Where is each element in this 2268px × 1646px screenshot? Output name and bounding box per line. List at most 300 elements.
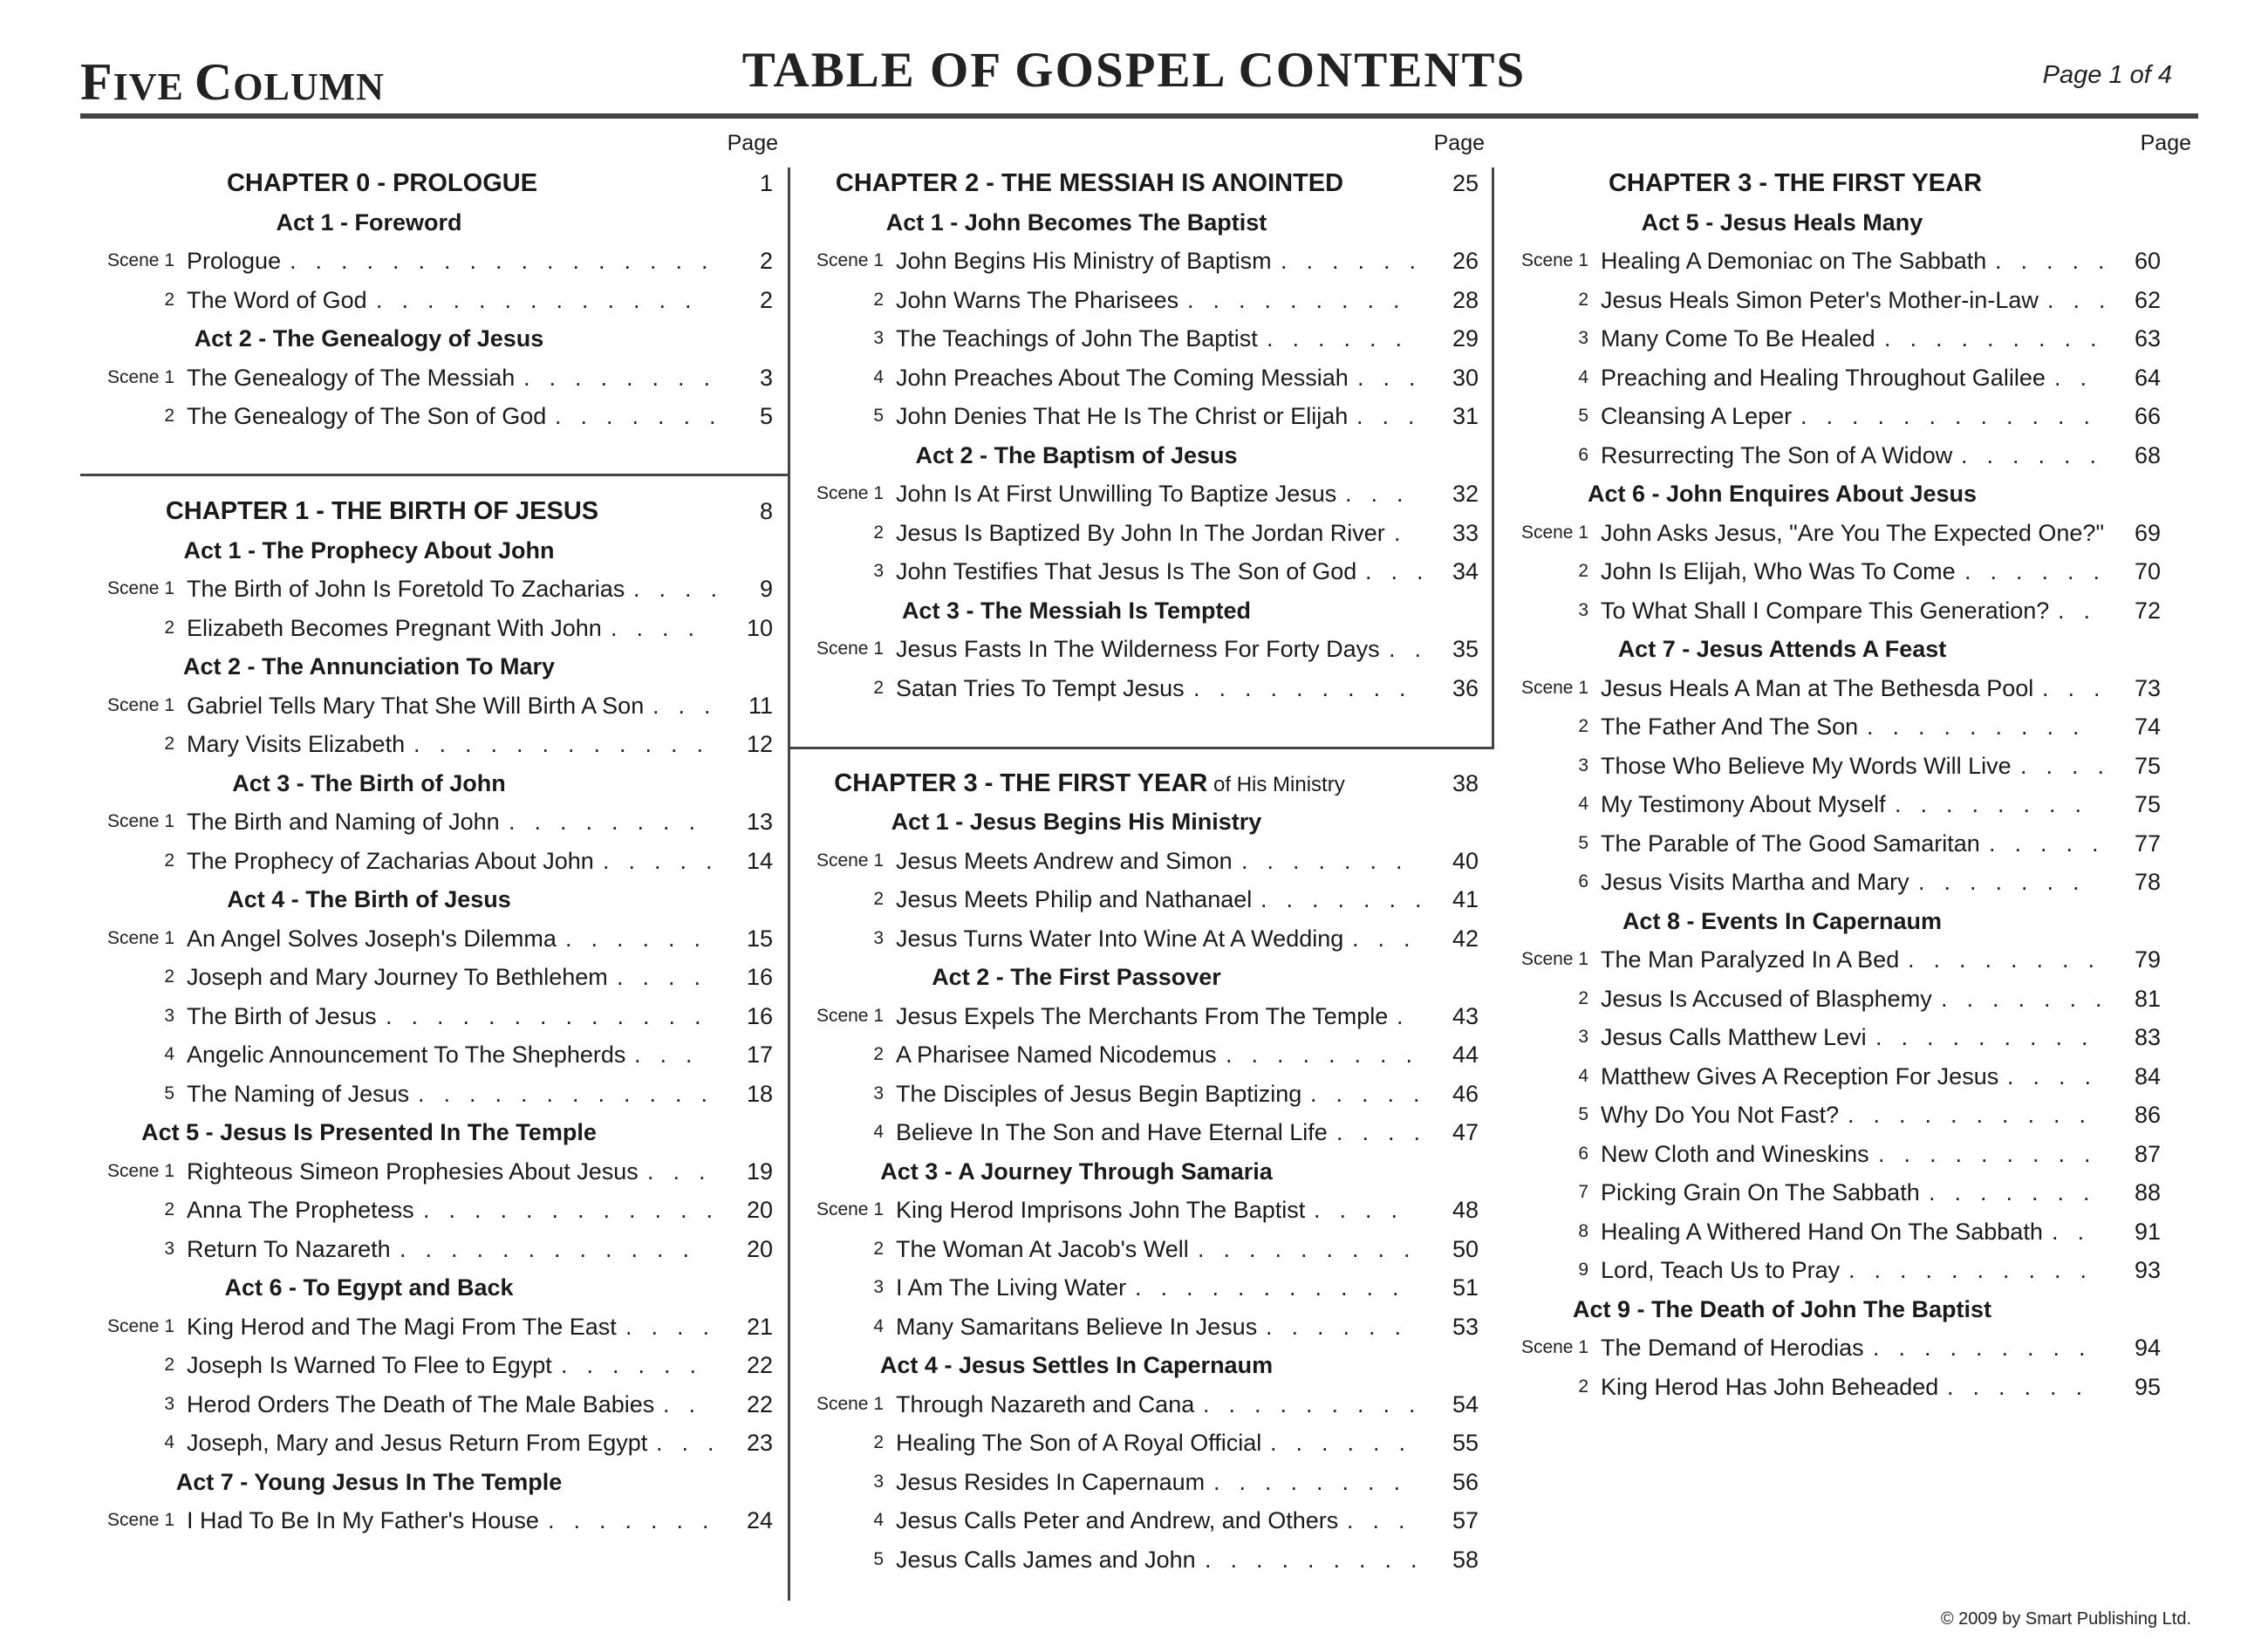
page-number: 88 bbox=[2134, 1179, 2161, 1205]
scene-title: Jesus Turns Water Into Wine At A Wedding bbox=[896, 925, 1344, 952]
heading-text: Act 1 - Foreword bbox=[276, 209, 462, 236]
page-number: 73 bbox=[2134, 675, 2161, 701]
page-number: 51 bbox=[1452, 1274, 1479, 1301]
scene-number: 3 bbox=[873, 1277, 884, 1297]
scene-row bbox=[789, 997, 1494, 1035]
scene-title: Why Do You Not Fast? bbox=[1601, 1102, 1840, 1128]
page-number: 42 bbox=[1452, 925, 1479, 952]
dot-leader: ............. bbox=[376, 287, 711, 313]
scene-row bbox=[80, 1035, 789, 1074]
scene-row bbox=[80, 725, 789, 763]
dot-leader: ....... bbox=[1918, 869, 2099, 895]
dot-leader: ... bbox=[1357, 365, 1435, 391]
scene-title: Satan Tries To Tempt Jesus bbox=[896, 675, 1185, 701]
page-number: 23 bbox=[746, 1430, 773, 1456]
act-title bbox=[789, 958, 1363, 996]
scene-title: The Word of God bbox=[187, 287, 367, 313]
page-number: 46 bbox=[1452, 1081, 1479, 1107]
act-title bbox=[80, 1463, 658, 1501]
scene-number: 2 bbox=[164, 618, 174, 638]
scene-number: 2 bbox=[873, 678, 884, 698]
scene-row bbox=[789, 1113, 1494, 1151]
scene-row bbox=[1494, 707, 2201, 746]
page-number: 54 bbox=[1452, 1391, 1479, 1417]
scene-number: Scene 1 bbox=[1520, 522, 1588, 543]
scene-title: The Birth of John Is Foretold To Zacharias bbox=[187, 576, 625, 602]
scene-number: 5 bbox=[1578, 833, 1588, 853]
dot-leader: ............. bbox=[386, 1003, 721, 1029]
scene-row bbox=[80, 958, 789, 996]
page-number: 34 bbox=[1452, 558, 1479, 584]
heading-text: Act 3 - The Messiah Is Tempted bbox=[901, 598, 1252, 624]
scene-row bbox=[80, 1385, 789, 1424]
act-title bbox=[80, 647, 658, 686]
page-number: 78 bbox=[2134, 869, 2161, 895]
chapter-heading bbox=[80, 164, 789, 202]
scene-number: 3 bbox=[873, 328, 884, 348]
column-divider bbox=[788, 751, 790, 786]
scene-row bbox=[789, 1501, 1494, 1540]
dot-leader: .... bbox=[617, 964, 721, 990]
page-title: TABLE OF GOSPEL CONTENTS bbox=[741, 43, 1527, 98]
scene-row bbox=[80, 609, 789, 647]
act-title bbox=[80, 203, 658, 242]
page-number: 77 bbox=[2134, 830, 2161, 857]
dot-leader: ......... bbox=[1873, 1335, 2105, 1361]
scene-title: John Is At First Unwilling To Baptize Jesus bbox=[896, 481, 1337, 507]
page-number: 2 bbox=[759, 287, 773, 313]
page-number: 95 bbox=[2134, 1374, 2161, 1400]
page-number: 33 bbox=[1452, 520, 1479, 546]
scene-row bbox=[1494, 863, 2201, 901]
scene-number: 3 bbox=[1578, 755, 1588, 775]
scene-row bbox=[789, 1230, 1494, 1268]
act-heading bbox=[789, 958, 1494, 996]
scene-row bbox=[1494, 436, 2201, 475]
scene-title: An Angel Solves Joseph's Dilemma bbox=[187, 925, 557, 952]
scene-number: 2 bbox=[1578, 1376, 1588, 1397]
scene-title: The Demand of Herodias bbox=[1601, 1335, 1864, 1361]
dot-leader: . bbox=[1397, 1003, 1423, 1029]
chapter-divider bbox=[80, 474, 789, 476]
page-number: 30 bbox=[1452, 365, 1479, 391]
heading-text: Act 5 - Jesus Heals Many bbox=[1641, 209, 1923, 236]
page-column-header: Page bbox=[727, 131, 778, 155]
scene-number: 2 bbox=[164, 734, 174, 754]
page-number: 1 bbox=[759, 170, 773, 196]
dot-leader: ...... bbox=[1947, 1374, 2102, 1400]
heading-text: Act 2 - The Annunciation To Mary bbox=[182, 653, 555, 680]
dot-leader: ....... bbox=[1241, 848, 1422, 874]
dot-leader: ... bbox=[1352, 925, 1430, 952]
scene-number: Scene 1 bbox=[106, 578, 174, 598]
dot-leader: ........ bbox=[523, 365, 730, 391]
scene-row bbox=[789, 842, 1494, 880]
dot-leader: ....... bbox=[1929, 1179, 2109, 1205]
scene-title: To What Shall I Compare This Generation? bbox=[1601, 598, 2050, 624]
scene-number: 3 bbox=[1578, 328, 1588, 348]
dot-leader: ...... bbox=[1267, 325, 1422, 352]
scene-title: Jesus Fasts In The Wilderness For Forty Days bbox=[896, 636, 1380, 662]
scene-number: Scene 1 bbox=[1520, 949, 1588, 969]
scene-title: John Testifies That Jesus Is The Son of God bbox=[896, 558, 1357, 584]
heading-text: Act 1 - John Becomes The Baptist bbox=[885, 209, 1267, 236]
scene-title: Jesus Resides In Capernaum bbox=[896, 1469, 1206, 1495]
dot-leader: .... bbox=[625, 1314, 729, 1340]
column-divider bbox=[788, 785, 790, 1601]
scene-number: 2 bbox=[164, 850, 174, 871]
page-number: 22 bbox=[746, 1391, 773, 1417]
scene-number: Scene 1 bbox=[816, 1394, 884, 1414]
page-number: 10 bbox=[746, 615, 773, 641]
scene-row bbox=[789, 919, 1494, 958]
heading-text: Act 6 - John Enquires About Jesus bbox=[1587, 481, 1978, 507]
act-title bbox=[789, 591, 1363, 630]
scene-title: The Woman At Jacob's Well bbox=[896, 1236, 1189, 1262]
dot-leader: ...... bbox=[1961, 442, 2116, 468]
dot-leader: .. bbox=[2058, 598, 2110, 624]
dot-leader: ........ bbox=[1908, 946, 2114, 973]
page-number: 38 bbox=[1452, 770, 1479, 796]
scene-row bbox=[789, 397, 1494, 435]
scene-title: Jesus Calls James and John bbox=[896, 1547, 1196, 1573]
act-heading bbox=[80, 203, 789, 242]
scene-number: 4 bbox=[873, 367, 884, 387]
scene-title: Righteous Simeon Prophesies About Jesus bbox=[187, 1158, 639, 1185]
scene-title: Healing A Demoniac on The Sabbath bbox=[1601, 248, 1987, 274]
page-number: 18 bbox=[746, 1081, 773, 1107]
page-number: 13 bbox=[746, 809, 773, 835]
scene-title: Mary Visits Elizabeth bbox=[187, 731, 406, 757]
scene-row bbox=[789, 1308, 1494, 1346]
dot-leader: ... bbox=[2042, 675, 2120, 701]
scene-title: Jesus Meets Andrew and Simon bbox=[896, 848, 1233, 874]
scene-title: The Disciples of Jesus Begin Baptizing bbox=[896, 1081, 1302, 1107]
copyright: © 2009 by Smart Publishing Ltd. bbox=[1940, 1609, 2191, 1629]
scene-row bbox=[80, 919, 789, 958]
act-heading bbox=[80, 880, 789, 919]
act-heading bbox=[789, 436, 1494, 475]
dot-leader: ........ bbox=[1895, 791, 2101, 817]
page-column-header: Page bbox=[2140, 131, 2191, 155]
scene-row bbox=[1494, 319, 2201, 358]
scene-row bbox=[789, 1035, 1494, 1074]
act-title bbox=[789, 1152, 1363, 1191]
dot-leader: .. bbox=[2054, 365, 2107, 391]
scene-title: Jesus Is Baptized By John In The Jordan River bbox=[896, 520, 1385, 546]
scene-number: 3 bbox=[1578, 600, 1588, 620]
page-number: 63 bbox=[2134, 325, 2161, 352]
scene-title: Anna The Prophetess bbox=[187, 1197, 414, 1223]
dot-leader: ...... bbox=[561, 1352, 716, 1378]
dot-leader: ... bbox=[1356, 403, 1434, 429]
scene-title: King Herod Imprisons John The Baptist bbox=[896, 1197, 1306, 1223]
scene-number: 4 bbox=[1578, 367, 1588, 387]
scene-title: Jesus Meets Philip and Nathanael bbox=[896, 886, 1253, 912]
scene-row bbox=[789, 552, 1494, 591]
heading-text: Act 4 - The Birth of Jesus bbox=[227, 886, 511, 912]
page-number: 28 bbox=[1452, 287, 1479, 313]
dot-leader: ......... bbox=[1193, 675, 1425, 701]
page-number: 14 bbox=[746, 848, 773, 874]
scene-number: 3 bbox=[873, 1083, 884, 1103]
scene-row bbox=[789, 1268, 1494, 1307]
scene-row bbox=[1494, 281, 2201, 319]
dot-leader: ........... bbox=[1135, 1274, 1418, 1301]
act-heading bbox=[80, 647, 789, 686]
scene-row bbox=[1494, 669, 2201, 707]
page-number: 21 bbox=[746, 1314, 773, 1340]
page-number: 74 bbox=[2134, 714, 2161, 740]
scene-row bbox=[1494, 1096, 2201, 1134]
page-number: 24 bbox=[746, 1507, 773, 1533]
heading-text: Act 3 - A Journey Through Samaria bbox=[880, 1158, 1273, 1185]
chapter-title bbox=[789, 764, 1390, 804]
page-number: 41 bbox=[1452, 886, 1479, 912]
scene-title: Joseph Is Warned To Flee to Egypt bbox=[187, 1352, 552, 1378]
scene-title: The Birth of Jesus bbox=[187, 1003, 377, 1029]
dot-leader: .......... bbox=[1848, 1257, 2107, 1283]
scene-number: 4 bbox=[164, 1044, 174, 1064]
dot-leader: ........ bbox=[1226, 1042, 1432, 1068]
page-number: 53 bbox=[1452, 1314, 1479, 1340]
scene-title: Preaching and Healing Throughout Galilee bbox=[1601, 365, 2046, 391]
scene-number: 2 bbox=[164, 1355, 174, 1375]
scene-title: John Asks Jesus, "Are You The Expected One?" bbox=[1601, 520, 2105, 546]
page-number: 2 bbox=[759, 248, 773, 274]
scene-number: 3 bbox=[164, 1394, 174, 1414]
scene-title: The Birth and Naming of John bbox=[187, 809, 500, 835]
scene-title: Cleansing A Leper bbox=[1601, 403, 1793, 429]
scene-title: Matthew Gives A Reception For Jesus bbox=[1601, 1063, 1999, 1089]
scene-row bbox=[1494, 1368, 2201, 1406]
scene-row bbox=[80, 242, 789, 280]
act-heading bbox=[80, 319, 789, 358]
scene-row bbox=[80, 686, 789, 725]
scene-title: The Genealogy of The Messiah bbox=[187, 365, 516, 391]
scene-row bbox=[1494, 1173, 2201, 1212]
scene-number: 2 bbox=[873, 889, 884, 909]
scene-row bbox=[80, 1230, 789, 1268]
scene-number: 4 bbox=[1578, 1066, 1588, 1086]
dot-leader: .. bbox=[663, 1391, 715, 1417]
heading-subtitle: of His Ministry bbox=[1207, 773, 1345, 796]
scene-number: Scene 1 bbox=[816, 1199, 884, 1219]
scene-row bbox=[80, 570, 789, 608]
scene-row bbox=[789, 669, 1494, 707]
scene-row bbox=[1494, 940, 2201, 979]
act-title bbox=[789, 203, 1363, 242]
page-number: 16 bbox=[746, 1003, 773, 1029]
logo: FIVE COLUMN bbox=[80, 53, 385, 111]
act-heading bbox=[789, 1346, 1494, 1384]
page-number: 25 bbox=[1452, 170, 1479, 196]
scene-number: Scene 1 bbox=[816, 1006, 884, 1026]
scene-number: Scene 1 bbox=[1520, 678, 1588, 698]
act-heading bbox=[789, 203, 1494, 242]
page-number: 91 bbox=[2134, 1219, 2161, 1245]
scene-row bbox=[1494, 747, 2201, 785]
scene-row bbox=[80, 997, 789, 1035]
scene-row bbox=[1494, 1328, 2201, 1367]
scene-title: Through Nazareth and Cana bbox=[896, 1391, 1195, 1417]
scene-row bbox=[789, 281, 1494, 319]
dot-leader: ..... bbox=[603, 848, 732, 874]
scene-title: Jesus Calls Matthew Levi bbox=[1601, 1024, 1867, 1050]
scene-title: John Denies That He Is The Christ or Elijah bbox=[896, 403, 1349, 429]
scene-number: 5 bbox=[1578, 406, 1588, 426]
page-number: 50 bbox=[1452, 1236, 1479, 1262]
heading-text: CHAPTER 1 - THE BIRTH OF JESUS bbox=[165, 497, 599, 525]
dot-leader: .... bbox=[2007, 1063, 2111, 1089]
heading-text: Act 1 - Jesus Begins His Ministry bbox=[891, 809, 1262, 835]
scene-number: 2 bbox=[1578, 290, 1588, 310]
scene-number: 2 bbox=[873, 1432, 884, 1452]
scene-number: Scene 1 bbox=[106, 928, 174, 948]
scene-title: Jesus Is Accused of Blasphemy bbox=[1601, 986, 1932, 1012]
act-heading bbox=[1494, 630, 2201, 668]
scene-number: 2 bbox=[1578, 716, 1588, 736]
page-number: 3 bbox=[759, 365, 773, 391]
heading-text: Act 8 - Events In Capernaum bbox=[1622, 908, 1943, 934]
act-heading bbox=[80, 764, 789, 803]
scene-row bbox=[789, 475, 1494, 513]
scene-row bbox=[1494, 1212, 2201, 1251]
scene-row bbox=[80, 803, 789, 841]
dot-leader: ........ bbox=[1213, 1469, 1420, 1495]
dot-leader: ... bbox=[647, 1158, 725, 1185]
dot-leader: ....... bbox=[548, 1507, 728, 1533]
page-number: 9 bbox=[759, 576, 773, 602]
scene-row bbox=[789, 359, 1494, 397]
heading-text: Act 9 - The Death of John The Baptist bbox=[1572, 1296, 1992, 1322]
act-title bbox=[80, 880, 658, 919]
scene-number: 4 bbox=[873, 1316, 884, 1336]
act-title bbox=[1494, 203, 2070, 242]
scene-row bbox=[1494, 359, 2201, 397]
scene-number: 6 bbox=[1578, 1144, 1588, 1164]
scene-number: 6 bbox=[1578, 445, 1588, 465]
chapter-heading bbox=[80, 492, 789, 530]
scene-number: Scene 1 bbox=[1520, 250, 1588, 270]
scene-row bbox=[80, 1501, 789, 1540]
dot-leader: ...... bbox=[565, 925, 721, 952]
scene-title: A Pharisee Named Nicodemus bbox=[896, 1042, 1217, 1068]
page-number: 62 bbox=[2134, 287, 2161, 313]
act-heading bbox=[80, 1463, 789, 1501]
scene-number: Scene 1 bbox=[816, 639, 884, 659]
page-number: 72 bbox=[2134, 598, 2161, 624]
scene-title: Joseph, Mary and Jesus Return From Egypt bbox=[187, 1430, 648, 1456]
page-number: 44 bbox=[1452, 1042, 1479, 1068]
dot-leader: ............ bbox=[400, 1236, 709, 1262]
page-number: 47 bbox=[1452, 1119, 1479, 1145]
scene-title: New Cloth and Wineskins bbox=[1601, 1141, 1869, 1167]
chapter-heading bbox=[789, 764, 1494, 803]
dot-leader: ...... bbox=[1266, 1314, 1421, 1340]
scene-title: The Father And The Son bbox=[1601, 714, 1859, 740]
act-heading bbox=[80, 1113, 789, 1151]
scene-title: I Had To Be In My Father's House bbox=[187, 1507, 539, 1533]
heading-text: CHAPTER 2 - THE MESSIAH IS ANOINTED bbox=[835, 169, 1344, 197]
page-number: 60 bbox=[2134, 248, 2161, 274]
dot-leader: ......... bbox=[1878, 1141, 2110, 1167]
heading-text: Act 7 - Jesus Attends A Feast bbox=[1617, 636, 1947, 662]
scene-title: Jesus Visits Martha and Mary bbox=[1601, 869, 1909, 895]
act-title bbox=[789, 803, 1363, 841]
dot-leader: ....... bbox=[1260, 886, 1441, 912]
scene-number: Scene 1 bbox=[106, 1510, 174, 1530]
page-number: 15 bbox=[746, 925, 773, 952]
scene-number: Scene 1 bbox=[106, 367, 174, 387]
dot-leader: .... bbox=[2020, 753, 2124, 779]
scene-number: 2 bbox=[873, 1044, 884, 1064]
act-heading bbox=[1494, 902, 2201, 940]
dot-leader: ......... bbox=[1187, 287, 1419, 313]
scene-number: 2 bbox=[164, 966, 174, 987]
scene-title: Joseph and Mary Journey To Bethlehem bbox=[187, 964, 608, 990]
chapter-title bbox=[1494, 164, 2096, 202]
act-title bbox=[80, 531, 658, 570]
scene-title: Jesus Calls Peter and Andrew, and Others bbox=[896, 1507, 1339, 1533]
dot-leader: ... bbox=[634, 1042, 712, 1068]
act-title bbox=[80, 319, 658, 358]
scene-number: Scene 1 bbox=[106, 1161, 174, 1181]
scene-title: The Prophecy of Zacharias About John bbox=[187, 848, 594, 874]
dot-leader: ......... bbox=[1198, 1236, 1430, 1262]
page-number: 17 bbox=[746, 1042, 773, 1068]
dot-leader: ... bbox=[656, 1430, 734, 1456]
chapter-title bbox=[789, 164, 1390, 202]
dot-leader: ......... bbox=[1875, 1024, 2107, 1050]
scene-number: Scene 1 bbox=[1520, 1337, 1588, 1357]
scene-title: Angelic Announcement To The Shepherds bbox=[187, 1042, 626, 1068]
scene-number: 2 bbox=[873, 290, 884, 310]
scene-title: Herod Orders The Death of The Male Babies bbox=[187, 1391, 655, 1417]
page-number: 40 bbox=[1452, 848, 1479, 874]
dot-leader: ......... bbox=[1203, 1391, 1435, 1417]
scene-number: 6 bbox=[1578, 871, 1588, 891]
page-number: 48 bbox=[1452, 1197, 1479, 1223]
scene-row bbox=[1494, 824, 2201, 863]
scene-row bbox=[1494, 1135, 2201, 1173]
dot-leader: ...... bbox=[1281, 248, 1436, 274]
scene-row bbox=[789, 319, 1494, 358]
dot-leader: ............ bbox=[423, 1197, 733, 1223]
scene-row bbox=[789, 1463, 1494, 1501]
scene-row bbox=[80, 1346, 789, 1384]
scene-title: Return To Nazareth bbox=[187, 1236, 391, 1262]
scene-number: 5 bbox=[873, 406, 884, 426]
scene-number: 2 bbox=[164, 290, 174, 310]
act-title bbox=[1494, 630, 2070, 668]
page-number: 83 bbox=[2134, 1024, 2161, 1050]
page-number: 93 bbox=[2134, 1257, 2161, 1283]
scene-row bbox=[789, 630, 1494, 668]
scene-row bbox=[1494, 1057, 2201, 1096]
scene-number: 2 bbox=[164, 1199, 174, 1219]
scene-number: 2 bbox=[164, 406, 174, 426]
scene-row bbox=[80, 1424, 789, 1462]
page-number: 69 bbox=[2134, 520, 2161, 546]
page-number: 22 bbox=[746, 1352, 773, 1378]
dot-leader: ............ bbox=[418, 1081, 728, 1107]
act-heading bbox=[80, 531, 789, 570]
act-title bbox=[789, 1346, 1363, 1384]
scene-row bbox=[789, 1075, 1494, 1113]
scene-title: Elizabeth Becomes Pregnant With John bbox=[187, 615, 602, 641]
scene-title: Resurrecting The Son of A Widow bbox=[1601, 442, 1953, 468]
